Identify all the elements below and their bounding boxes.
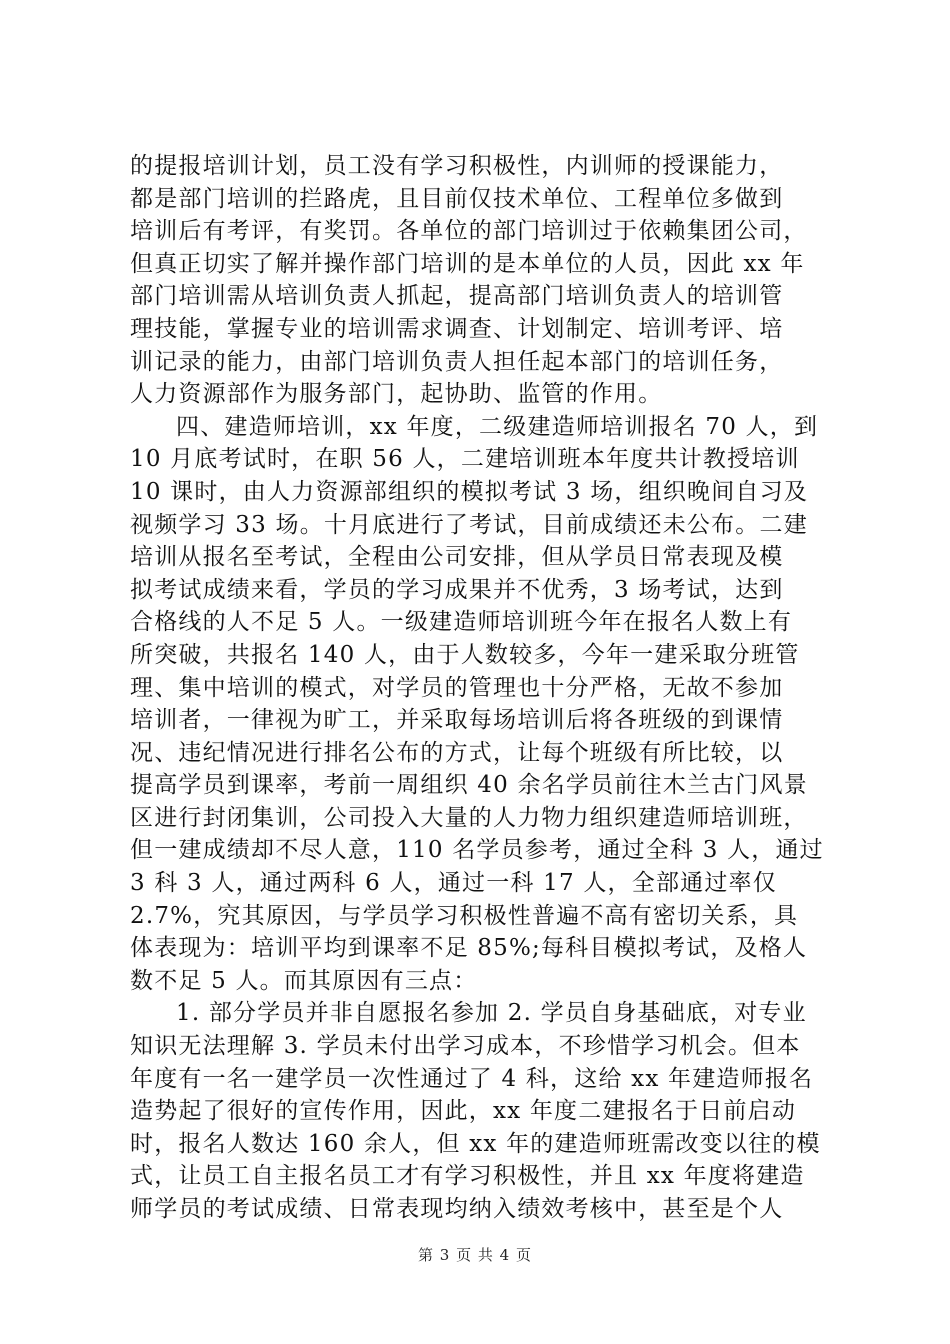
text-line: 况、违纪情况进行排名公布的方式，让每个班级有所比较，以 bbox=[130, 739, 784, 766]
text-line: 合格线的人不足 5 人。一级建造师培训班今年在报名人数上有 bbox=[130, 609, 793, 636]
text-line: 理、集中培训的模式，对学员的管理也十分严格，无故不参加 bbox=[130, 674, 784, 701]
paragraph-start-line: 1. 部分学员并非自愿报名参加 2. 学员自身基础底，对专业 bbox=[176, 1000, 807, 1027]
text-line: 但真正切实了解并操作部门培训的是本单位的人员，因此 xx 年 bbox=[130, 250, 805, 277]
text-line: 10 月底考试时，在职 56 人，二建培训班本年度共计教授培训 bbox=[130, 446, 800, 473]
text-line: 区进行封闭集训，公司投入大量的人力物力组织建造师培训班， bbox=[130, 804, 808, 831]
text-line: 造势起了很好的宣传作用，因此，xx 年度二建报名于日前启动 bbox=[130, 1098, 797, 1125]
page-number-footer: 第 3 页 共 4 页 bbox=[418, 1246, 532, 1264]
text-line: 2.7%，究其原因，与学员学习积极性普遍不高有密切关系，具 bbox=[130, 902, 799, 929]
text-line: 培训后有考评，有奖罚。各单位的部门培训过于依赖集团公司， bbox=[130, 218, 808, 245]
text-line: 年度有一名一建学员一次性通过了 4 科，这给 xx 年建造师报名 bbox=[130, 1065, 814, 1092]
text-line: 人力资源部作为服务部门，起协助、监管的作用。 bbox=[130, 381, 663, 408]
text-line: 的提报培训计划，员工没有学习积极性，内训师的授课能力， bbox=[130, 153, 784, 179]
text-line: 理技能，掌握专业的培训需求调查、计划制定、培训考评、培 bbox=[130, 315, 784, 342]
text-line: 10 课时，由人力资源部组织的模拟考试 3 场，组织晚间自习及 bbox=[130, 478, 809, 505]
text-line: 培训者，一律视为旷工，并采取每场培训后将各班级的到课情 bbox=[130, 707, 784, 734]
text-line: 时，报名人数达 160 余人，但 xx 年的建造师班需改变以往的模 bbox=[130, 1130, 821, 1157]
text-line: 体表现为：培训平均到课率不足 85%;每科目模拟考试，及格人 bbox=[130, 935, 808, 962]
text-line: 部门培训需从培训负责人抓起，提高部门培训负责人的培训管 bbox=[130, 283, 784, 310]
text-line: 拟考试成绩来看，学员的学习成果并不优秀，3 场考试，达到 bbox=[130, 576, 784, 603]
text-line: 训记录的能力，由部门培训负责人担任起本部门的培训任务， bbox=[130, 348, 784, 375]
text-line: 都是部门培训的拦路虎，且目前仅技术单位、工程单位多做到 bbox=[130, 185, 784, 212]
text-line: 所突破，共报名 140 人，由于人数较多，今年一建采取分班管 bbox=[130, 641, 800, 668]
text-line: 数不足 5 人。而其原因有三点： bbox=[130, 967, 478, 994]
text-line: 提高学员到课率，考前一周组织 40 余名学员前往木兰古门风景 bbox=[130, 772, 808, 799]
paragraph-start-line: 四、建造师培训，xx 年度，二级建造师培训报名 70 人，到 bbox=[176, 413, 819, 440]
text-line: 培训从报名至考试，全程由公司安排，但从学员日常表现及模 bbox=[130, 544, 784, 571]
text-line: 式，让员工自主报名员工才有学习积极性，并且 xx 年度将建造 bbox=[130, 1163, 805, 1190]
text-line: 知识无法理解 3. 学员未付出学习成本，不珍惜学习机会。但本 bbox=[130, 1033, 801, 1060]
text-line: 但一建成绩却不尽人意，110 名学员参考，通过全科 3 人，通过 bbox=[130, 837, 824, 864]
text-line: 视频学习 33 场。十月底进行了考试，目前成绩还未公布。二建 bbox=[130, 511, 808, 538]
text-line: 3 科 3 人，通过两科 6 人，通过一科 17 人，全部通过率仅 bbox=[130, 870, 777, 897]
text-line: 师学员的考试成绩、日常表现均纳入绩效考核中，甚至是个人 bbox=[130, 1196, 784, 1222]
body-text bbox=[130, 150, 830, 1226]
